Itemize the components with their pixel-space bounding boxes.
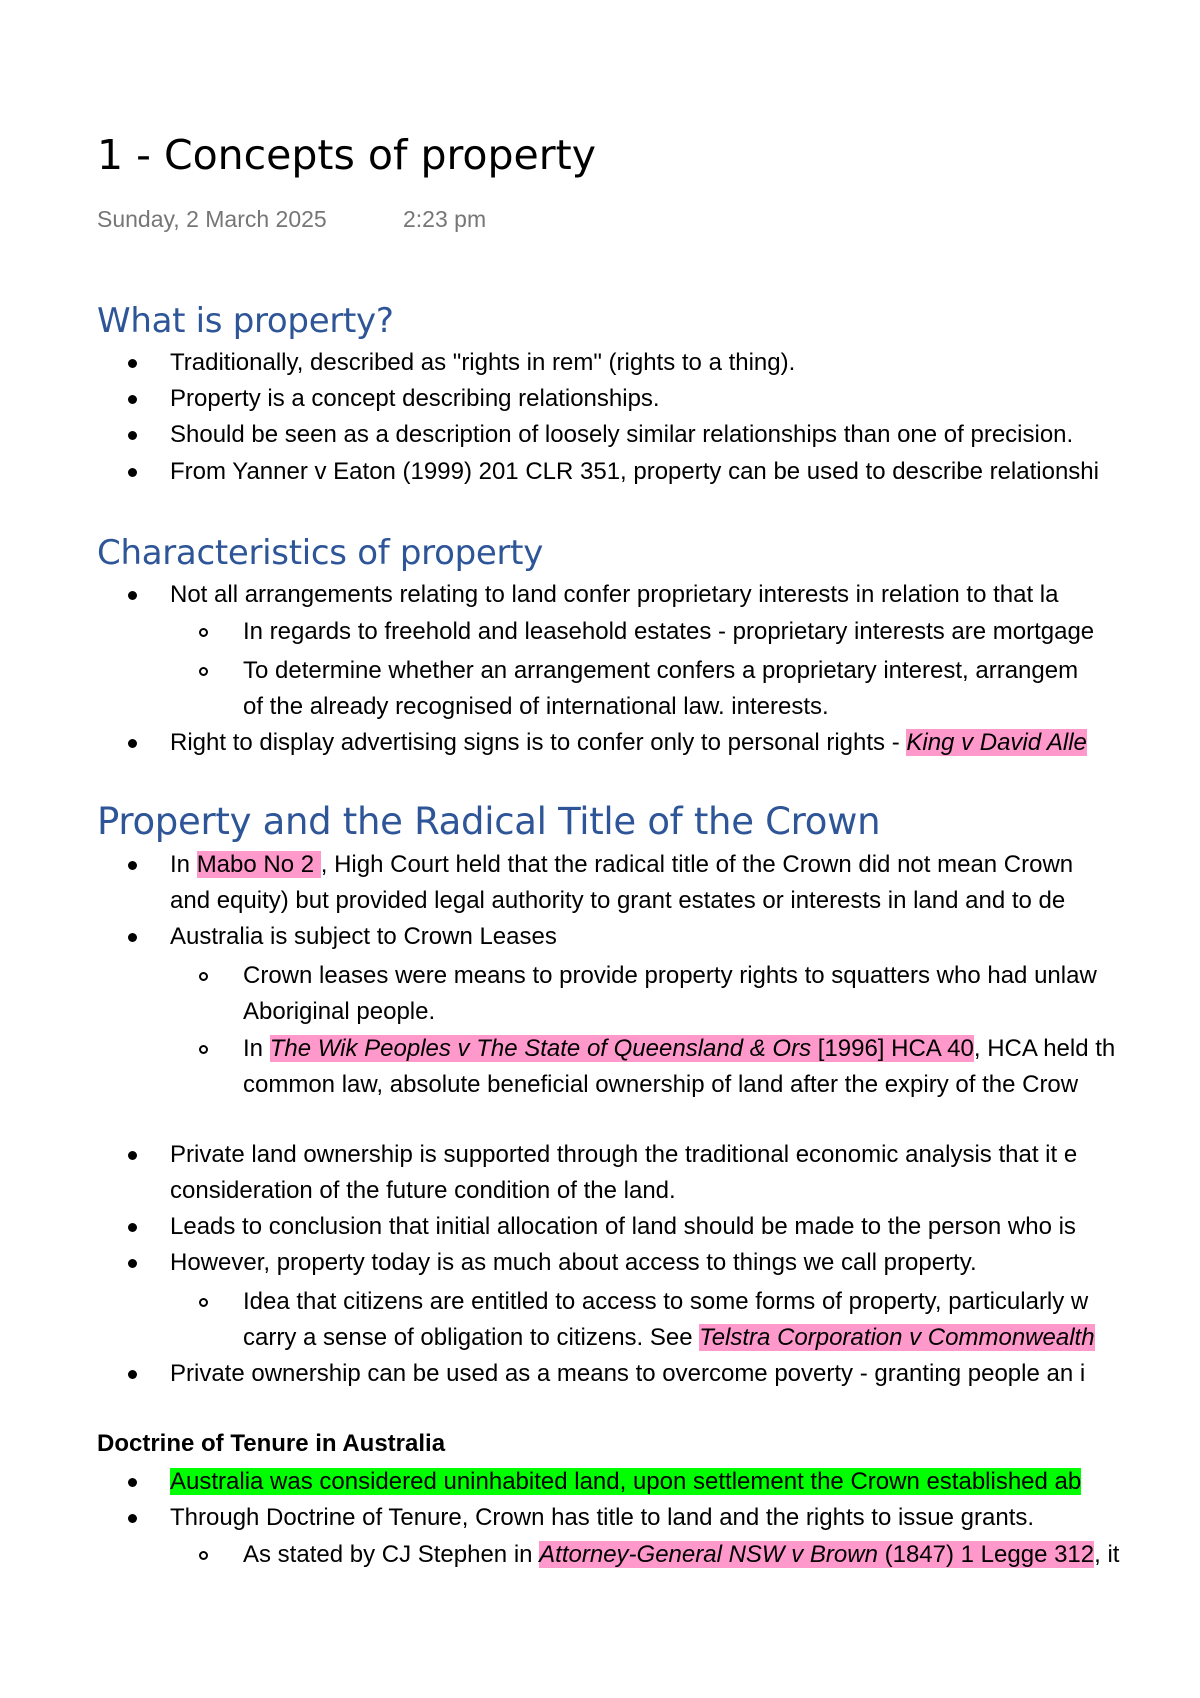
list-item: Private ownership can be used as a means to overcome poverty - granting people an i — [170, 1360, 1086, 1387]
sub-list-item-continued — [243, 1320, 1095, 1356]
sub-list-item: Idea that citizens are entitled to access to some forms of property, particularly w — [243, 1288, 1089, 1315]
bullet-icon — [128, 739, 137, 748]
list-item — [170, 847, 1073, 883]
bullet-icon — [128, 861, 137, 870]
sub-list-item — [243, 1537, 1119, 1573]
list-item-text: carry a sense of obligation to citizens. See — [243, 1324, 700, 1351]
case-citation-highlight[interactable]: King v David Alle — [906, 729, 1087, 756]
list-item: Not all arrangements relating to land confer proprietary interests in relation to that la — [170, 581, 1059, 608]
list-item: Property is a concept describing relationships. — [170, 385, 660, 412]
page-title[interactable]: 1 - Concepts of property — [97, 131, 596, 179]
bullet-icon — [128, 1259, 137, 1268]
case-citation-highlight[interactable]: Mabo No 2 — [196, 851, 321, 878]
page-time: 2:23 pm — [403, 206, 487, 232]
case-name: Attorney-General NSW v Brown — [539, 1541, 878, 1568]
bullet-icon — [128, 1151, 137, 1160]
list-item: From Yanner v Eaton (1999) 201 CLR 351, property can be used to describe relationshi — [170, 458, 1099, 485]
list-item: Should be seen as a description of loosely similar relationships than one of precision. — [170, 421, 1074, 448]
bullet-icon — [128, 933, 137, 942]
sub-list-item: To determine whether an arrangement confers a proprietary interest, arrangem — [243, 657, 1079, 684]
list-item-text: , it — [1094, 1541, 1120, 1568]
sub-list-item — [243, 1031, 1115, 1067]
sub-bullet-icon — [199, 1298, 208, 1307]
sub-list-item-continued: Aboriginal people. — [243, 998, 436, 1025]
case-citation: [1996] HCA 40 — [811, 1035, 974, 1062]
list-item: Private land ownership is supported through the traditional economic analysis that it e — [170, 1141, 1078, 1168]
bullet-icon — [128, 395, 137, 404]
list-item — [170, 725, 1087, 761]
bullet-icon — [128, 1514, 137, 1523]
bullet-icon — [128, 359, 137, 368]
case-name: The Wik Peoples v The State of Queensland & Ors — [269, 1035, 812, 1062]
list-item — [170, 1464, 1081, 1500]
subheading-doctrine-of-tenure: Doctrine of Tenure in Australia — [97, 1430, 446, 1457]
bullet-icon — [128, 1478, 137, 1487]
case-citation-highlight[interactable] — [270, 1035, 974, 1062]
list-item-text: As stated by CJ Stephen in — [243, 1541, 540, 1568]
page-date: Sunday, 2 March 2025 — [97, 206, 327, 232]
sub-bullet-icon — [199, 628, 208, 637]
bullet-icon — [128, 1223, 137, 1232]
list-item-text: In — [243, 1035, 270, 1062]
list-item-continued: consideration of the future condition of the land. — [170, 1177, 676, 1204]
sub-bullet-icon — [199, 667, 208, 676]
sub-list-item-continued: of the already recognised of international law. interests. — [243, 693, 829, 720]
sub-list-item: In regards to freehold and leasehold estates - proprietary interests are mortgage — [243, 618, 1095, 645]
bullet-icon — [128, 591, 137, 600]
sub-bullet-icon — [199, 1551, 208, 1560]
sub-list-item-continued: common law, absolute beneficial ownership of land after the expiry of the Crow — [243, 1071, 1079, 1098]
bullet-icon — [128, 1370, 137, 1379]
section-heading-characteristics: Characteristics of property — [97, 533, 544, 573]
key-point-highlight: Australia was considered uninhabited land, upon settlement the Crown established ab — [170, 1468, 1082, 1495]
bullet-icon — [128, 431, 137, 440]
case-citation: (1847) 1 Legge 312 — [877, 1541, 1095, 1568]
case-citation-highlight[interactable]: Telstra Corporation v Commonwealth — [699, 1324, 1095, 1351]
sub-bullet-icon — [199, 1045, 208, 1054]
bullet-icon — [128, 468, 137, 477]
list-item-continued: and equity) but provided legal authority to grant estates or interests in land and to de — [170, 887, 1066, 914]
sub-bullet-icon — [199, 972, 208, 981]
list-item-text: In — [170, 851, 197, 878]
list-item: Through Doctrine of Tenure, Crown has title to land and the rights to issue grants. — [170, 1504, 1035, 1531]
sub-list-item: Crown leases were means to provide property rights to squatters who had unlaw — [243, 962, 1097, 989]
list-item-text: , High Court held that the radical title of the Crown did not mean Crown — [320, 851, 1074, 878]
case-citation-highlight[interactable] — [539, 1541, 1094, 1568]
section-heading-radical-title: Property and the Radical Title of the Crown — [97, 800, 881, 843]
list-item-text: , HCA held th — [973, 1035, 1116, 1062]
list-item: Traditionally, described as "rights in rem" (rights to a thing). — [170, 349, 796, 376]
list-item: However, property today is as much about access to things we call property. — [170, 1249, 977, 1276]
list-item: Australia is subject to Crown Leases — [170, 923, 557, 950]
section-heading-what-is-property: What is property? — [97, 301, 394, 341]
list-item: Leads to conclusion that initial allocation of land should be made to the person who is — [170, 1213, 1076, 1240]
list-item-text: Right to display advertising signs is to confer only to personal rights - — [170, 729, 907, 756]
